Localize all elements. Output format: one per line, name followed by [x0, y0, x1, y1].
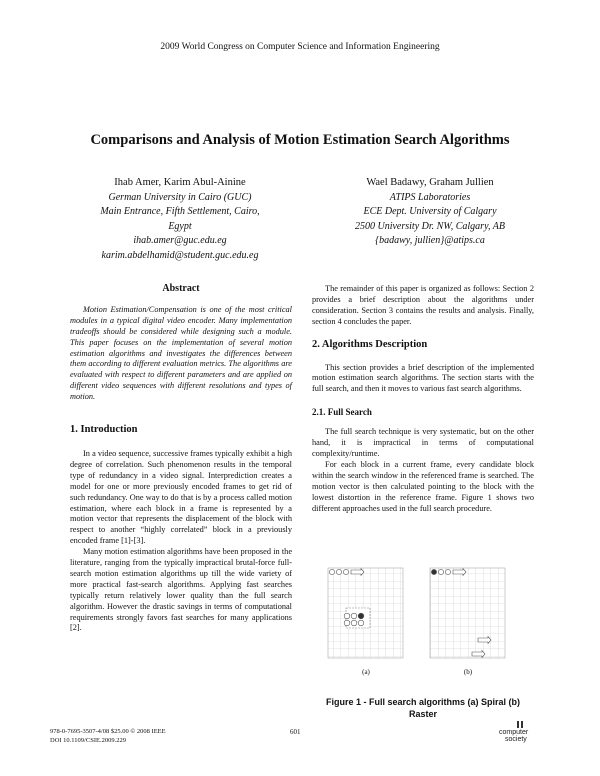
affiliation-line: ECE Dept. University of Calgary	[363, 206, 497, 217]
paragraph: The full search technique is very systematic, but on the other hand, it is impractical in terms of computational complexity/runtime.	[312, 427, 534, 458]
affiliation-line: 2500 University Dr. NW, Calgary, AB	[354, 220, 505, 232]
right-column	[312, 284, 534, 514]
isbn-line: 978-0-7695-3507-4/08 $25.00 © 2008 IEEE	[50, 728, 166, 735]
paragraph: For each block in a current frame, every candidate block within the search window in the referenced frame is searched. The motion vector is then calculated pointing to the block with the lowest distortion in the reference frame. Figure 1 shows two different approaches used in the full search procedure.	[312, 459, 534, 513]
section-heading: 1. Introduction	[70, 424, 138, 436]
doi-line: DOI 10.1109/CSIE.2009.229	[50, 736, 126, 744]
paragraph: This section provides a brief description of the implemented motion estimation search algorithms. The section starts with the full search, and then it moves to various fast search algorithms.	[312, 362, 534, 394]
section-heading: 2. Algorithms Description	[312, 338, 428, 350]
svg-text:computer: computer	[499, 729, 529, 736]
computer-society-logo	[497, 721, 545, 745]
author-names: Ihab Amer, Karim Abul-Ainine	[114, 177, 246, 188]
paper-title: Comparisons and Analysis of Motion Estimation Search Algorithms	[90, 132, 510, 148]
conference-header: 2009 World Congress on Computer Science and Information Engineering	[160, 42, 440, 52]
figure-1	[318, 566, 528, 696]
email: karim.abdelhamid@student.guc.edu.eg	[101, 249, 259, 261]
computer-society-icon	[497, 721, 545, 743]
affiliation-line: ATIPS Laboratories	[389, 191, 471, 203]
left-column	[70, 284, 292, 634]
spiral-grid	[328, 568, 403, 658]
figure-sublabel-a: (a)	[362, 668, 370, 676]
paragraph: The remainder of this paper is organized as follows: Section 2 provides a brief description about the algorithms under consideration. Section 3 contains the results and analysis. Finally, section 4 concludes the paper.	[312, 284, 534, 326]
page-number: 601	[290, 728, 301, 736]
figure-1-diagram	[318, 566, 528, 676]
footer-info	[50, 728, 166, 745]
affiliation-line: Egypt	[168, 220, 192, 232]
email: ihab.amer@guc.edu.eg	[133, 235, 227, 246]
abstract-heading: Abstract	[162, 283, 200, 294]
abstract-text: Motion Estimation/Compensation is one of the most critical modules in a typical digital video encoder. Many implementation tradeoffs should be considered while designing such a module. This paper focuses on the implementation of several motion estimation algorithms and investigates the differences between them according to different evaluation metrics. The algorithms are evaluated with respect to different parameters and are applied on different video sequences with different resolutions and types of motion.	[70, 304, 292, 402]
figure-caption: Figure 1 - Full search algorithms (a) Spiral (b) Raster	[325, 697, 521, 719]
paragraph: In a video sequence, successive frames typically exhibit a high degree of correlation. Such phenomenon results in the temporal type of redundancy in a video signal. Interprediction creates a model for one or more previously encoded frames to get rid of such redundancy. One way to do that is by a process called motion estimation, where each block in a frame is represented by a motion vector that represents the displacement of the block with respect to another “highly correlated” block in a previously encoded frame [1]-[3].	[70, 448, 292, 546]
raster-grid	[430, 568, 505, 658]
subsection-heading: 2.1. Full Search	[312, 407, 372, 418]
affiliation-line: German University in Cairo (GUC)	[108, 191, 252, 203]
email: {badawy, jullien}@atips.ca	[375, 235, 485, 246]
affiliation-line: Main Entrance, Fifth Settlement, Cairo,	[100, 206, 260, 217]
author-names: Wael Badawy, Graham Jullien	[366, 177, 494, 188]
svg-text:society: society	[505, 736, 527, 743]
authors-right	[310, 176, 550, 249]
figure-sublabel-b: (b)	[463, 668, 473, 676]
paragraph: Many motion estimation algorithms have been proposed in the literature, ranging from the typically impractical brutal-force full-search motion estimation algorithms up till the wide variety of more practical fast-search algorithms. Applying fast searches typically return relatively lower quality than the full search algorithm. However the drastic savings in terms of computational requirements strongly favors fast searches for many applications [2].	[70, 547, 292, 633]
authors-left	[60, 176, 300, 263]
